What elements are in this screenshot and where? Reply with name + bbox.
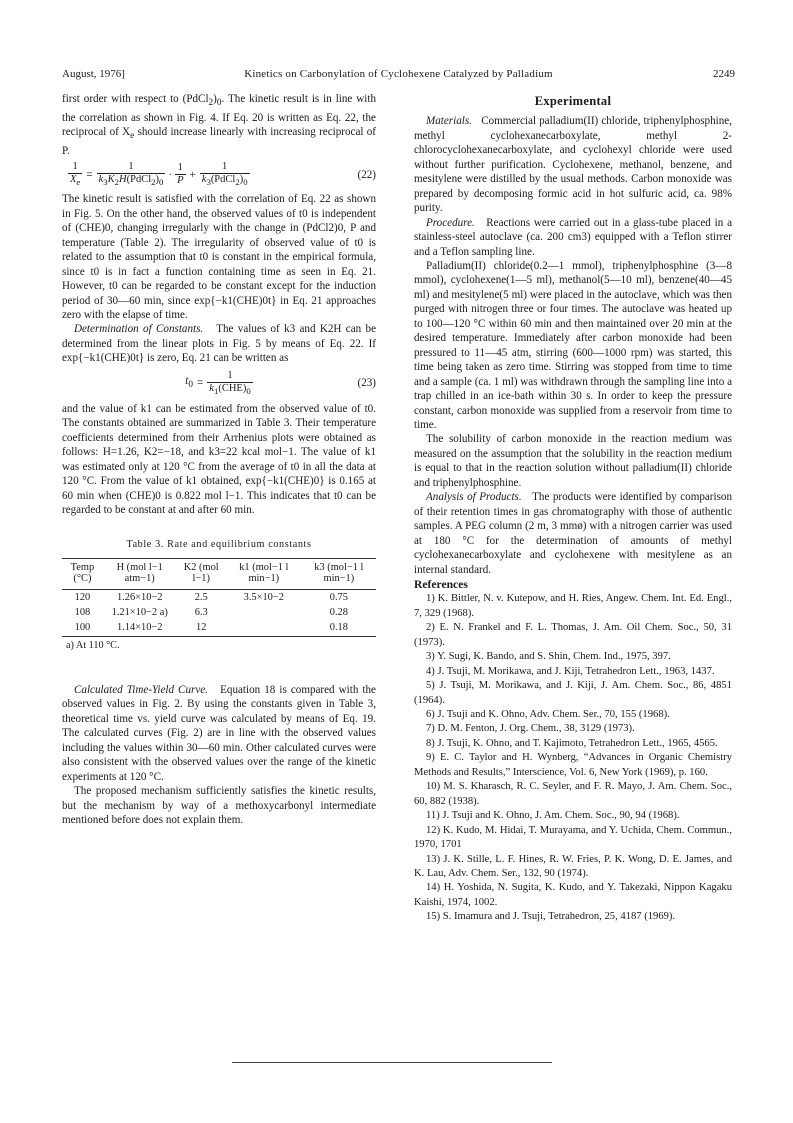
- paragraph-solubility: The solubility of carbon monoxide in the reaction medium was measured on the assumption that the solubility in the reaction medium is equal to that in the reaction solution without palladium(II) chloride and triphenylphosphine.: [414, 433, 732, 489]
- references-heading: References: [414, 577, 468, 591]
- table-cell: 3.5×10−2: [243, 591, 284, 603]
- paragraph-correlation: The kinetic result is satisfied with the correlation of Eq. 22 as shown in Fig. 5. On the other hand, the observed values of t0 is independent of (CHE)0, changing irregularly with the change in (PdCl2)0, P and temperature (Table 2). The irregularity of observed value of t0 is related to the assumption that t0 is constant in the empirical formula, since t0 is in fact a function containing time as seen in Eq. 21. However, t0 can be regarded to be constant except for the induction period of 30—60 min, since exp{−k1(CHE)0t} in Eq. 21 approaches zero with the elapse of time.: [62, 193, 376, 321]
- equation-22: $\frac{1}{X_e}$ = $\frac{1}{k_3K_2H(PdCl_2)_0}$ · $\frac{1}{P}$ + $\frac{1}{k_3(PdCl_2)_0}$ (22): [70, 161, 376, 188]
- table-cell: 2.5: [194, 591, 208, 603]
- paragraph-procedure-detail: Palladium(II) chloride(0.2—1 mmol), triphenylphosphine (3—8 mmol), cyclohexene(1—5 ml), methanol(5—10 ml), benzene(40—45 ml) and mesitylene(5 ml) were placed in the autoclave, which was then purged with nitrogen three or four times. The autoclave was heated up to 100—120 °C within 60 min and then maintained over 20 min at the desired temperature. Immediately after carbon monoxide had been pressured to 11—45 atm, stirring (600—1000 rpm) was started, this time being taken as zero time. Stirring was stopped from time to time and a sample (ca. 1 ml) was withdrawn through the sampling line into a trap chilled in an ice-bath within 30 s. In order to keep the pressure constant, carbon monoxide was supplied from a reservoir from time to time.: [414, 259, 732, 431]
- reference-item: 12) K. Kudo, M. Hidai, T. Murayama, and Y. Uchida, Chem. Commun., 1970, 1701: [414, 824, 732, 851]
- reference-item: 14) H. Yoshida, N. Sugita, K. Kudo, and Y. Takezaki, Nippon Kagaku Kaishi, 1974, 1002.: [414, 882, 732, 908]
- paragraph-materials: Materials. Commercial palladium(II) chloride, triphenylphosphine, methyl cyclohexanecarboxylate, methyl 2-chlorocyclohexanecarboxylate, and cyclohexyl chloride were used without further purification. Cyclohexene, methanol, benzene, and mesitylene were distilled by the usual methods. Carbon monoxide was prepared by decomposing formic acid in hot sulfuric acid, ca. 98% purity.: [414, 115, 732, 215]
- reference-item: 8) J. Tsuji, K. Ohno, and T. Kajimoto, Tetrahedron Lett., 1965, 4565.: [426, 737, 718, 749]
- reference-item: 7) D. M. Fenton, J. Org. Chem., 38, 3129 (1973).: [426, 723, 635, 735]
- table-title: Table 3. Rate and equilibrium constants: [126, 538, 312, 550]
- table-cell: 108: [74, 607, 91, 619]
- table-cell: 120: [74, 591, 91, 603]
- reference-item: 6) J. Tsuji and K. Ohno, Adv. Chem. Ser., 70, 155 (1968).: [426, 709, 670, 721]
- table-header: Temp (°C): [70, 561, 95, 585]
- table-cell: [226, 620, 302, 636]
- paragraph-constants: and the value of k1 can be estimated from the observed value of t0. The constants obtained are summarized in Table 3. Their temperature coefficients determined from their Arrhenius plots were obtained as follows: H=1.26, K2=−18, and k3=22 kcal mol−1. The value of k1 was estimated only at 120 °C from the average of t0 in all the data at 120 °C. From the value of k1 obtained, exp{−k1(CHE)0} is 0.165 at 60 min when (CHE)0 is 0.822 mol l−1. This indicates that t0 can be regarded to be constant at and after 60 min.: [62, 402, 376, 517]
- right-column: [414, 92, 732, 925]
- table-cell: 12: [196, 622, 207, 634]
- table-header: H (mol l−1 atm−1): [116, 561, 163, 585]
- reference-item: 4) J. Tsuji, M. Morikawa, and J. Kiji, Tetrahedron Lett., 1963, 1437.: [426, 665, 715, 677]
- page-number: 2249: [713, 68, 735, 80]
- table-row: [62, 605, 376, 620]
- reference-item: 2) E. N. Frankel and F. L. Thomas, J. Am. Oil Chem. Soc., 50, 31 (1973).: [414, 622, 732, 648]
- reference-item: 5) J. Tsuji, M. Morikawa, and J. Kiji, J. Am. Chem. Soc., 86, 4851 (1964).: [414, 680, 732, 706]
- table-cell: 0.28: [329, 607, 348, 619]
- table-header: k3 (mol−1 l min−1): [314, 561, 364, 585]
- table-cell: 1.21×10−2 a): [111, 607, 168, 619]
- reference-item: 9) E. C. Taylor and H. Wynberg, “Advances in Organic Chemistry Methods and Results,” Interscience, Vol. 6, New York (1969), p. 160.: [414, 752, 732, 778]
- table-cell: 1.14×10−2: [116, 622, 163, 634]
- header-title: Kinetics on Carbonylation of Cyclohexene Catalyzed by Palladium: [244, 68, 553, 80]
- reference-item: 13) J. K. Stille, L. F. Hines, R. W. Fries, P. K. Wong, D. E. James, and K. Lau, Adv. Chem. Ser., 132, 90 (1974).: [414, 853, 732, 880]
- equation-23: $t_0$ = $\frac{1}{k_1(CHE)_0}$ (23): [185, 369, 376, 396]
- table-cell: 100: [74, 622, 91, 634]
- paragraph-procedure: Procedure. Reactions were carried out in a glass-tube placed in a stainless-steel autoclave (ca. 200 cm3) equipped with a Teflon stirrer and a Teflon sampling line.: [414, 216, 732, 258]
- paragraph-time-yield: Calculated Time-Yield Curve. Equation 18 is compared with the observed values in Fig. 2. By using the constants given in Table 3, theoretical time vs. yield curve was calculated by means of Eq. 19. The calculated curves (Fig. 2) are in line with the observed values including the values within 30—60 min. Other calculated curves were also consistent with the observed values over the range of the kinetic experiments at 120 °C.: [62, 684, 376, 783]
- paragraph-determination: Determination of Constants. The values of k3 and K2H can be determined from the linear plots in Fig. 5 by means of Eq. 22. If exp{−k1(CHE)0t} is zero, Eq. 21 can be written as: [62, 323, 376, 365]
- table-header: k1 (mol−1 l min−1): [239, 561, 289, 585]
- reference-item: 10) M. S. Kharasch, R. C. Seyler, and F. R. Mayo, J. Am. Chem. Soc., 60, 882 (1938).: [414, 781, 732, 807]
- end-rule: [232, 1062, 552, 1063]
- table-cell: [226, 605, 302, 620]
- table-cell: 6.3: [194, 607, 208, 619]
- table-cell: 0.75: [329, 591, 348, 603]
- header-date: August, 1976]: [62, 68, 125, 80]
- reference-item: 3) Y. Sugi, K. Bando, and S. Shin, Chem. Ind., 1975, 397.: [426, 651, 671, 663]
- table-cell: 0.18: [329, 622, 348, 634]
- section-heading-experimental: Experimental: [534, 94, 612, 108]
- table-row: [62, 620, 376, 636]
- constants-table: [62, 558, 376, 637]
- table-header: K2 (mol l−1): [183, 561, 219, 585]
- table-row: [62, 589, 376, 605]
- reference-item: 11) J. Tsuji and K. Ohno, J. Am. Chem. Soc., 90, 94 (1968).: [426, 810, 680, 822]
- reference-item: 15) S. Imamura and J. Tsuji, Tetrahedron, 25, 4187 (1969).: [426, 911, 676, 923]
- table-footnote: a) At 110 °C.: [66, 639, 120, 651]
- reference-list: [414, 592, 732, 924]
- paragraph-kinetic-result: first order with respect to $(PdCl_2)_0$. The kinetic result is in line with the correlation as shown in Fig. 4. If Eq. 20 is written as Eq. 22, the reciprocal of $X_e$ should increase linearly with increasing reciprocal of P.: [62, 93, 376, 157]
- equation-number: (23): [357, 377, 376, 390]
- reference-item: 1) K. Bittler, N. v. Kutepow, and H. Ries, Angew. Chem. Int. Ed. Engl., 7, 329 (1968).: [414, 593, 732, 619]
- paragraph-analysis: Analysis of Products. The products were identified by comparison of their retention times in gas chromatography with those of authentic samples. A PEG column (2 m, 3 mmø) with a nitrogen carrier was used at 180 °C for the determination of amounts of methyl cyclohexanecarboxylate and cyclohexene with mesitylene as an internal standard.: [414, 491, 732, 576]
- running-header: [62, 68, 735, 84]
- left-column: [62, 92, 376, 828]
- equation-number: (22): [357, 168, 376, 181]
- table-cell: 1.26×10−2: [116, 591, 163, 603]
- paragraph-mechanism: The proposed mechanism sufficiently satisfies the kinetic results, but the mechanism by way of a methoxycarbonyl intermediate mentioned before does not explain them.: [62, 785, 376, 827]
